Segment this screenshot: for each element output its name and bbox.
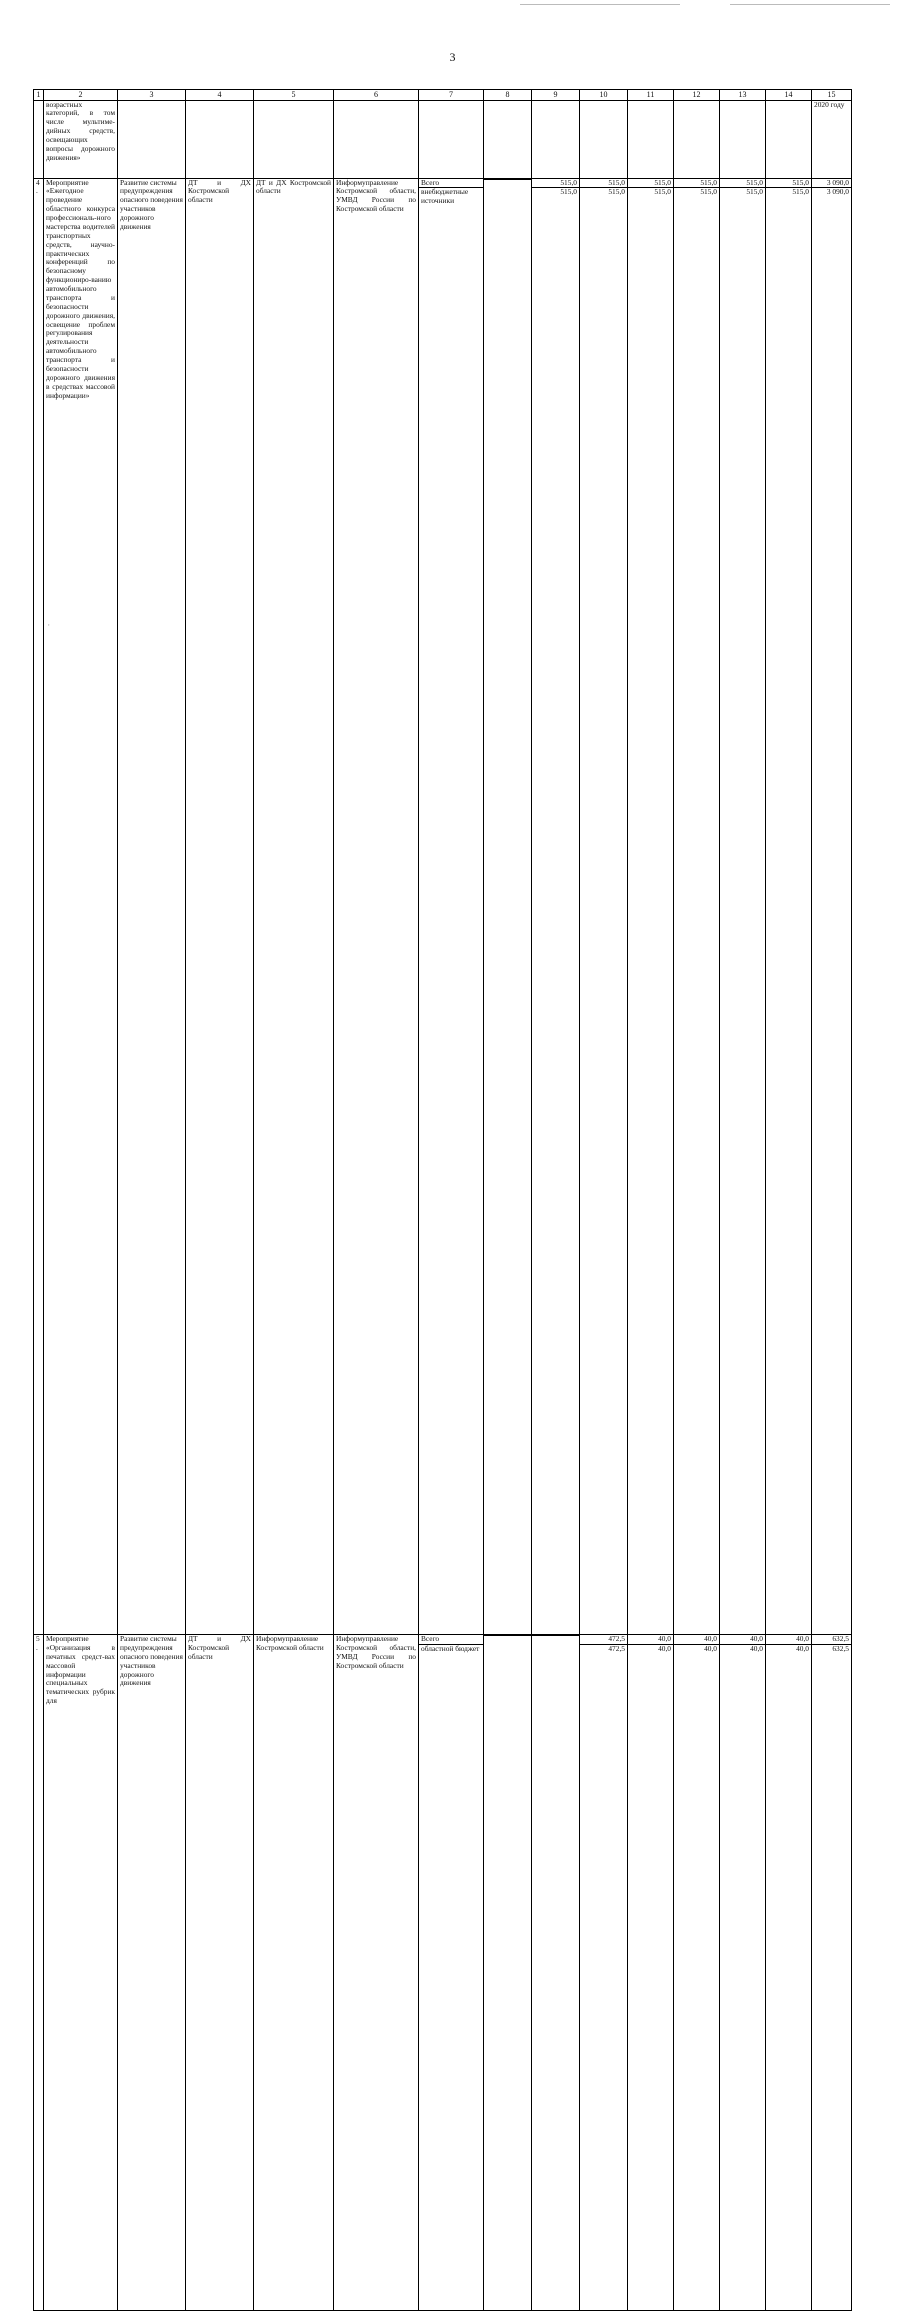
- value-cell: 515,0 515,0: [628, 178, 674, 1635]
- table-row: [34, 1635, 852, 2311]
- table-row-continued: [34, 100, 852, 178]
- column-number-row: [34, 90, 852, 101]
- value-cell: 40,0 40,0: [628, 1635, 674, 2311]
- funding-source-detail: внебюджетные источники: [419, 187, 483, 206]
- column-number: 6: [334, 90, 419, 101]
- value-cell: 515,0 515,0: [720, 178, 766, 1635]
- value-cell: 40,0 40,0: [766, 1635, 812, 2311]
- page-number: 3: [449, 50, 456, 64]
- column-number: 13: [720, 90, 766, 101]
- value-cell: 515,0 515,0: [532, 178, 580, 1635]
- column-number: 10: [580, 90, 628, 101]
- column-number: 1: [34, 90, 44, 101]
- task-cell: Развитие системы предупреждения опасного поведения участников дорожного движения: [118, 178, 186, 1635]
- column-number: 14: [766, 90, 812, 101]
- funding-source-cell: [419, 178, 484, 1635]
- activity-name-cell: возрастных категорий, в том числе мультиме-дийных средств, освещающих вопросы дорожного движения»: [44, 100, 118, 178]
- row-number: 4.: [34, 178, 44, 1635]
- value-cell: 40,0 40,0: [720, 1635, 766, 2311]
- column-number: 4: [186, 90, 254, 101]
- result-cell: 2020 году: [812, 100, 852, 178]
- total-cell: 3 090,0 3 090,0: [812, 178, 852, 1635]
- scan-artifact-line: [730, 4, 890, 5]
- activities-table: [33, 89, 852, 2311]
- scan-artifact-mark: · ·: [42, 620, 51, 630]
- participants-cell: Информуправление Костромской области, УМВД России по Костромской области: [334, 1635, 419, 2311]
- activity-name-cell: Мероприятие «Ежегодное проведение областного конкурса профессиональ-ного мастерства водителей транспортных средств, научно-практических конференций по безопасному функциониро-ванию автомобильного транспорта и безопасности дорожного движения, освещение проблем регулирования деятельности автомобильного транспорта и безопасности дорожного движения в средствах массовой информации»: [44, 178, 118, 1635]
- funding-source-total: Всего: [421, 177, 440, 187]
- scan-artifact-line: [520, 4, 680, 5]
- column-number: 5: [254, 90, 334, 101]
- coexecutor-cell: Информуправление Костромской области: [254, 1635, 334, 2311]
- column-number: 2: [44, 90, 118, 101]
- table-row: [34, 178, 852, 1635]
- column-number: 11: [628, 90, 674, 101]
- row-number: 5.: [34, 1635, 44, 2311]
- value-cell: 515,0 515,0: [580, 178, 628, 1635]
- funding-source-total: Всего: [421, 1634, 440, 1644]
- value-cell: 40,0 40,0: [674, 1635, 720, 2311]
- value-cell: 515,0 515,0: [674, 178, 720, 1635]
- coexecutor-cell: ДТ и ДХ Костромской области: [254, 178, 334, 1635]
- total-cell: 632,5 632,5: [812, 1635, 852, 2311]
- column-number: 3: [118, 90, 186, 101]
- task-cell: Развитие системы предупреждения опасного поведения участников дорожного движения: [118, 1635, 186, 2311]
- value-cell: [532, 1635, 580, 2311]
- column-number: 9: [532, 90, 580, 101]
- responsible-executor-cell: ДТ и ДХ Костромской области: [186, 178, 254, 1635]
- value-cell: [484, 1635, 532, 2311]
- column-number: 7: [419, 90, 484, 101]
- activity-name-cell: Мероприятие «Организация в печатных средст-вах массовой информации специальных тематических рубрик для: [44, 1635, 118, 2311]
- column-number: 15: [812, 90, 852, 101]
- participants-cell: Информуправление Костромской области, УМВД России по Костромской области: [334, 178, 419, 1635]
- value-cell: [484, 178, 532, 1635]
- value-cell: 472,5 472,5: [580, 1635, 628, 2311]
- funding-source-cell: [419, 1635, 484, 2311]
- responsible-executor-cell: ДТ и ДХ Костромской области: [186, 1635, 254, 2311]
- value-cell: 515,0 515,0: [766, 178, 812, 1635]
- column-number: 8: [484, 90, 532, 101]
- funding-source-detail: областной бюджет: [419, 1644, 483, 1654]
- column-number: 12: [674, 90, 720, 101]
